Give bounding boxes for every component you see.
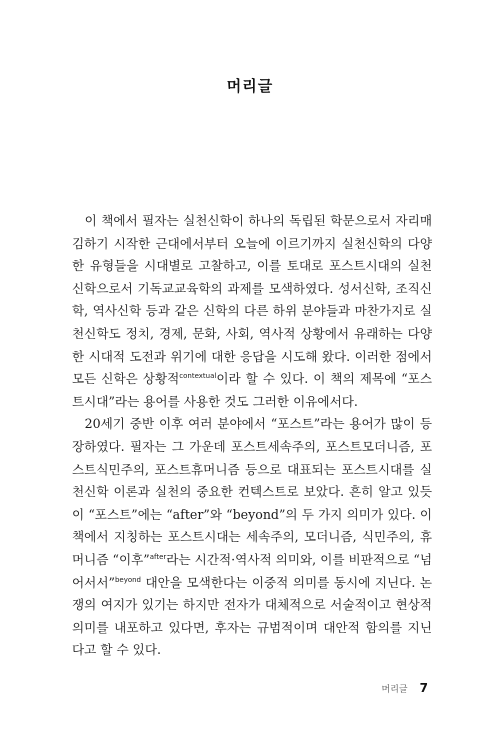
body-text	[72, 210, 432, 662]
paragraph-1-text: 이 책에서 필자는 실천신학이 하나의 독립된 학문으로서 자리매김하기 시작한 근대에서부터 오늘에 이르기까지 실천신학의 다양한 유형들을 시대별로 고찰하고, 이를 토대로 포스트시대의 실천신학으로서 기독교교육학의 과제를 모색하였다. 성서신학, 조직신학, 역사신학 등과 같은 신학의 다른 하위 분야들과 마찬가지로 실천신학도 정치, 경제, 문화, 사회, 역사적 상황에서 유래하는 다양한 시대적 도전과 위기에 대한 응답을 시도해 왔다. 이러한 점에서 모든 신학은 상황적	[72, 213, 432, 387]
page-title: 머리글	[226, 77, 274, 96]
paragraph-1	[72, 210, 432, 413]
paragraph-2	[72, 413, 432, 662]
paragraph-2-text-end: 대안을 모색한다는 이중적 의미를 동시에 지닌다. 논쟁의 여지가 있기는 하지만 전자가 대체적으로 서술적이고 현상적 의미를 내포하고 있다면, 후자는 규범적이며 대안적 함의를 지닌다고 할 수 있다.	[72, 574, 432, 658]
superscript-after: after	[149, 552, 167, 561]
running-head: 머리글	[381, 685, 408, 695]
paragraph-2-text-mid: 라는 시간적·역사적 의미와, 이를 비판적으로 “넘어서서”	[72, 551, 432, 590]
superscript-beyond: beyond	[114, 575, 141, 584]
paragraph-1-text-end: 이라 할 수 있다. 이 책의 제목에 “포스트시대”라는 용어를 사용한 것도 그러한 이유에서다.	[72, 371, 432, 409]
page-footer	[382, 681, 428, 695]
paragraph-2-text: 20세기 중반 이후 여러 분야에서 “포스트”라는 용어가 많이 등장하였다. 필자는 그 가운데 포스트세속주의, 포스트모더니즘, 포스트식민주의, 포스트휴머니즘 등으로 대표되는 포스트시대를 실천신학 이론과 실천의 중요한 컨텍스트로 보았다. 흔히 알고 있듯이 “포스트”에는 “after”와 “beyond”의 두 가지 의미가 있다. 이 책에서 지칭하는 포스트시대는 세속주의, 모더니즘, 식민주의, 휴머니즘 “이후”	[72, 416, 432, 567]
page-number: 7	[419, 681, 428, 695]
superscript-contextual: contextual	[179, 371, 217, 380]
